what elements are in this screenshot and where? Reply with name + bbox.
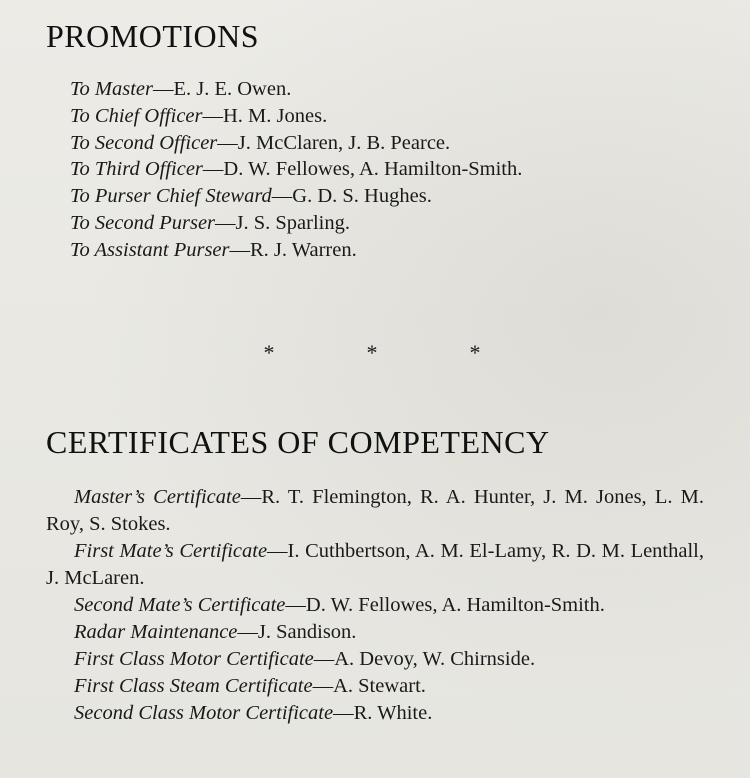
certificate-type: Second Class Motor Certificate [74, 702, 334, 724]
dash: — [267, 540, 288, 562]
promotion-names: H. M. Jones. [223, 104, 328, 127]
certificate-holders: A. Devoy, W. Chirnside. [334, 648, 536, 670]
promotion-role: To Second Officer [70, 131, 218, 154]
promotion-names: D. W. Fellowes, A. Hamilton-Smith. [223, 158, 523, 181]
dash: — [240, 486, 262, 508]
certificates-list [46, 484, 704, 727]
promotion-item [70, 103, 522, 130]
promotion-item [70, 210, 522, 237]
certificate-type: Second Mate’s Certificate [74, 594, 286, 616]
certificate-item [46, 619, 704, 646]
dash: — [237, 621, 258, 643]
certificate-item [46, 538, 704, 592]
promotion-role: To Purser Chief Steward [70, 185, 272, 208]
certificate-item [46, 700, 704, 727]
certificate-holders: I. Cuthbertson, A. M. El-Lamy, R. D. M. Lenthall, J. McLaren. [46, 540, 704, 589]
dash: — [202, 104, 223, 127]
dash: — [333, 702, 354, 724]
promotion-names: E. J. E. Owen. [173, 78, 292, 100]
dash: — [312, 675, 334, 697]
certificate-holders: J. Sandison. [257, 621, 357, 643]
certificates-heading: CERTIFICATES OF COMPETENCY [46, 424, 550, 460]
certificate-item [46, 592, 704, 619]
dash: — [217, 131, 238, 154]
asterisk: * [469, 340, 481, 365]
dash: — [271, 185, 293, 208]
promotion-item [70, 237, 522, 264]
promotion-item [70, 183, 522, 210]
promotion-role: To Chief Officer [70, 104, 203, 127]
promotion-role: To Assistant Purser [70, 238, 230, 261]
certificate-type: Radar Maintenance [74, 621, 238, 643]
certificate-holders: A. Stewart. [333, 675, 426, 697]
certificate-type: Master’s Certificate [74, 486, 241, 508]
promotion-names: J. McClaren, J. B. Pearce. [237, 131, 451, 154]
promotion-role: To Second Purser [70, 211, 216, 234]
dash: — [152, 78, 174, 100]
certificate-holders: D. W. Fellowes, A. Hamilton-Smith. [305, 594, 605, 616]
dash: — [229, 238, 250, 261]
certificate-item [46, 673, 704, 700]
section-divider [262, 342, 482, 364]
promotion-role: To Master [70, 78, 153, 100]
certificate-holders: R. T. Flemington, R. A. Hunter, J. M. Jones, L. M. Roy, S. Stokes. [46, 486, 704, 535]
asterisk: * [263, 340, 275, 365]
certificate-holders: R. White. [353, 702, 433, 724]
dash: — [313, 648, 335, 670]
promotion-names: R. J. Warren. [250, 238, 357, 261]
dash: — [202, 158, 224, 181]
promotion-role: To Third Officer [70, 158, 203, 181]
promotion-names: G. D. S. Hughes. [292, 185, 432, 208]
dash: — [215, 211, 236, 234]
certificate-type: First Mate’s Certificate [74, 540, 268, 562]
promotion-names: J. S. Sparling. [235, 211, 351, 234]
promotion-item [70, 130, 522, 157]
asterisk: * [366, 340, 378, 365]
promotion-item [70, 76, 522, 103]
certificate-item [46, 484, 704, 538]
certificate-item [46, 646, 704, 673]
promotions-heading: PROMOTIONS [46, 18, 260, 54]
promotion-item [70, 156, 522, 183]
certificate-type: First Class Motor Certificate [74, 648, 314, 670]
certificate-type: First Class Steam Certificate [74, 675, 313, 697]
promotions-list [70, 76, 522, 264]
dash: — [285, 594, 306, 616]
